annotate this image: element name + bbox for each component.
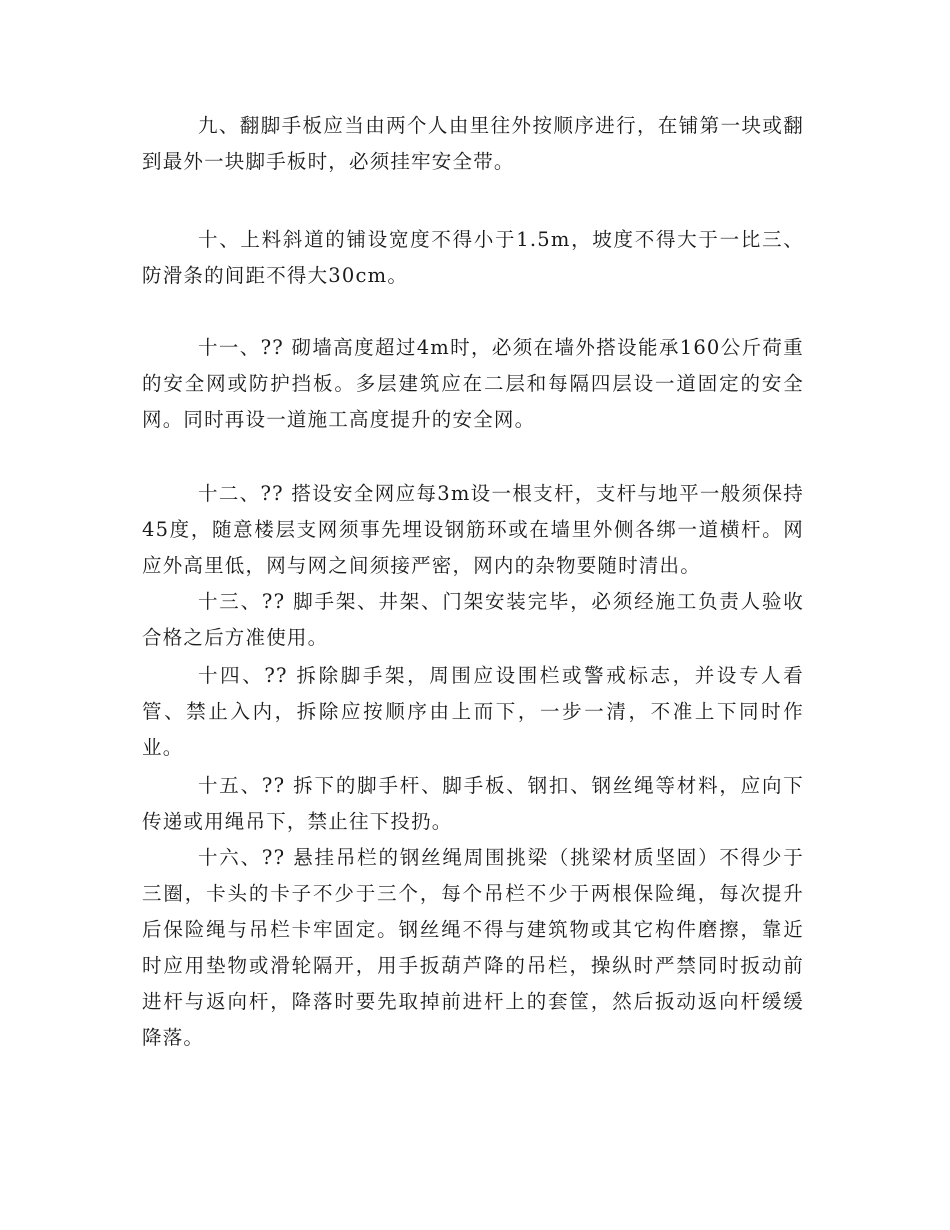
paragraph-item-13: 十三、?? 脚手架、井架、门架安装完毕，必须经施工负责人验收合格之后方准使用。 bbox=[142, 590, 804, 649]
paragraph-item-11: 十一、?? 砌墙高度超过4m时，必须在墙外搭设能承160公斤荷重的安全网或防护挡板。多层建筑应在二层和每隔四层设一道固定的安全网。同时再设一道施工高度提升的安全网。 bbox=[142, 336, 804, 431]
paragraph-item-10: 十、上料斜道的铺设宽度不得小于1.5m，坡度不得大于一比三、防滑条的间距不得大30cm。 bbox=[142, 228, 804, 287]
paragraph-item-15: 十五、?? 拆下的脚手杆、脚手板、钢扣、钢丝绳等材料，应向下传递或用绳吊下，禁止往下投扔。 bbox=[142, 774, 804, 833]
paragraph-item-9: 九、翻脚手板应当由两个人由里往外按顺序进行，在铺第一块或翻到最外一块脚手板时，必须挂牢安全带。 bbox=[142, 114, 804, 173]
paragraph-item-14: 十四、?? 拆除脚手架，周围应设围栏或警戒标志，并设专人看管、禁止入内，拆除应按顺序由上而下，一步一清，不准上下同时作业。 bbox=[142, 664, 804, 759]
paragraph-item-16: 十六、?? 悬挂吊栏的钢丝绳周围挑梁（挑梁材质坚固）不得少于三圈，卡头的卡子不少于三个，每个吊栏不少于两根保险绳，每次提升后保险绳与吊栏卡牢固定。钢丝绳不得与建筑物或其它构件磨擦，靠近时应用垫物或滑轮隔开，用手扳葫芦降的吊栏，操纵时严禁同时扳动前进杆与返向杆，降落时要先取掉前进杆上的套筐，然后扳动返向杆缓缓降落。 bbox=[142, 846, 804, 1049]
paragraph-item-12: 十二、?? 搭设安全网应每3m设一根支杆，支杆与地平一般须保持45度，随意楼层支网须事先埋设钢筋环或在墙里外侧各绑一道横杆。网应外高里低，网与网之间须接严密，网内的杂物要随时清出。 bbox=[142, 482, 804, 577]
